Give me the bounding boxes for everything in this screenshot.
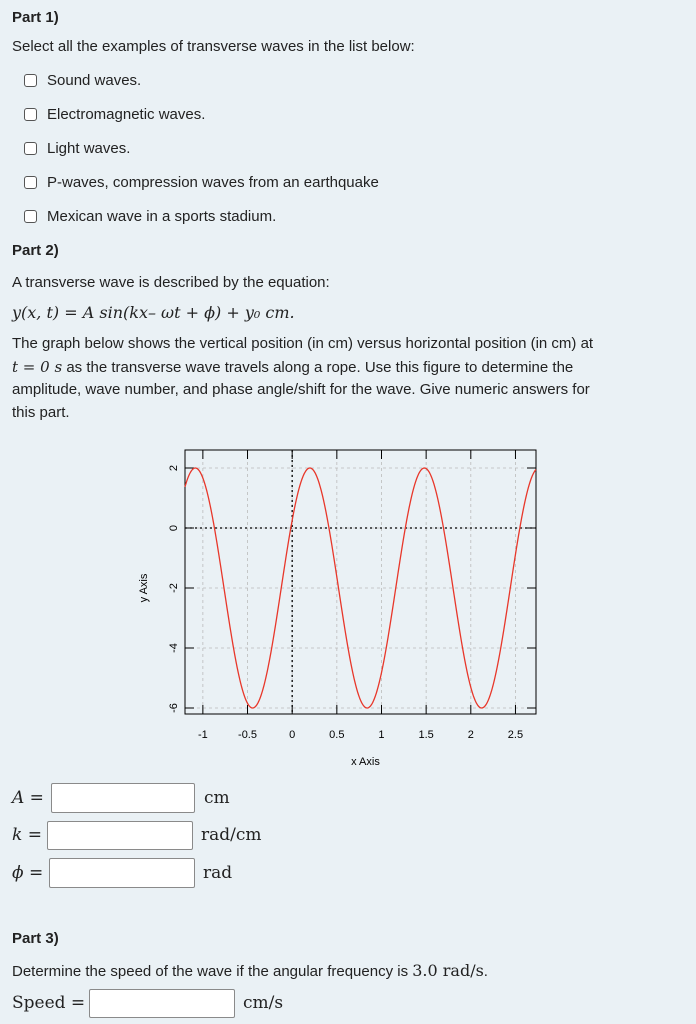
plot-frame bbox=[185, 450, 536, 714]
part2-intro: A transverse wave is described by the equation: bbox=[12, 274, 330, 291]
amplitude-label: A = bbox=[12, 788, 44, 808]
y-tick-label: -2 bbox=[168, 583, 180, 593]
axis-ticks bbox=[185, 450, 536, 714]
x-tick-label: 2.5 bbox=[507, 729, 524, 741]
wave-number-unit: rad/cm bbox=[201, 825, 262, 845]
desc-line bbox=[12, 356, 677, 380]
part3-prompt bbox=[12, 961, 488, 980]
desc-text: as the transverse wave travels along a rope. Use this figure to determine the bbox=[62, 358, 574, 376]
phase-unit: rad bbox=[203, 863, 233, 883]
y-tick-label: -6 bbox=[168, 703, 180, 713]
desc-line: amplitude, wave number, and phase angle/shift for the wave. Give numeric answers for bbox=[12, 381, 590, 398]
option-light-waves[interactable] bbox=[24, 140, 130, 157]
y-tick-label: 2 bbox=[168, 464, 180, 472]
x-tick-label: 1.5 bbox=[418, 729, 434, 741]
part2-description bbox=[12, 333, 677, 424]
y-tick-label: -4 bbox=[168, 643, 180, 653]
speed-unit: cm/s bbox=[243, 993, 284, 1013]
x-tick-label: 1 bbox=[378, 729, 385, 741]
option-label: Mexican wave in a sports stadium. bbox=[47, 208, 277, 225]
part1-prompt: Select all the examples of transverse waves in the list below: bbox=[12, 38, 415, 55]
chart-grid bbox=[185, 450, 536, 714]
y-tick-label: 0 bbox=[168, 524, 180, 532]
option-label: Electromagnetic waves. bbox=[47, 106, 206, 123]
x-tick-label: 0.5 bbox=[329, 729, 345, 741]
x-tick-label: 2 bbox=[467, 729, 474, 741]
part2-heading: Part 2) bbox=[12, 242, 59, 259]
phase-input[interactable] bbox=[49, 858, 195, 888]
checkbox[interactable] bbox=[24, 142, 37, 155]
desc-line: this part. bbox=[12, 403, 70, 421]
reference-lines bbox=[185, 450, 536, 714]
option-p-waves[interactable] bbox=[24, 174, 379, 191]
checkbox[interactable] bbox=[24, 176, 37, 189]
amplitude-input[interactable] bbox=[51, 783, 195, 813]
y-axis-label: y Axis bbox=[138, 573, 150, 603]
wave-chart bbox=[0, 440, 696, 780]
amplitude-unit: cm bbox=[204, 788, 230, 808]
phase-label: ϕ = bbox=[12, 863, 44, 883]
option-label: Light waves. bbox=[47, 140, 131, 157]
part3-heading: Part 3) bbox=[12, 930, 59, 947]
desc-line: The graph below shows the vertical position (in cm) versus horizontal position (in cm) at bbox=[12, 335, 594, 352]
prompt-text: Determine the speed of the wave if the angular frequency is bbox=[12, 963, 413, 980]
option-electromagnetic-waves[interactable] bbox=[24, 106, 205, 123]
option-label: P-waves, compression waves from an earthquake bbox=[47, 174, 379, 191]
x-tick-labels bbox=[198, 729, 523, 741]
checkbox[interactable] bbox=[24, 210, 37, 223]
prompt-end: . bbox=[483, 963, 488, 980]
time-expression: t = 0 s bbox=[12, 357, 63, 376]
y-tick-labels bbox=[168, 465, 180, 713]
wave-number-input[interactable] bbox=[47, 821, 193, 850]
option-label: Sound waves. bbox=[47, 72, 142, 89]
angular-frequency-value: 3.0 rad/s bbox=[412, 961, 484, 980]
wave-equation: y(x, t) = A sin(kx– ωt + ϕ) + y₀ cm. bbox=[12, 303, 295, 322]
wave-number-label: k = bbox=[12, 825, 42, 845]
option-sound-waves[interactable] bbox=[24, 72, 141, 89]
x-axis-label: x Axis bbox=[351, 756, 380, 768]
checkbox[interactable] bbox=[24, 108, 37, 121]
option-mexican-wave[interactable] bbox=[24, 208, 276, 225]
x-tick-label: -1 bbox=[197, 729, 208, 741]
x-tick-label: 0 bbox=[289, 729, 296, 741]
x-tick-label: -0.5 bbox=[238, 729, 258, 741]
speed-label: Speed = bbox=[12, 993, 86, 1013]
speed-input[interactable] bbox=[89, 989, 235, 1018]
checkbox[interactable] bbox=[24, 74, 37, 87]
part1-heading: Part 1) bbox=[12, 9, 59, 26]
